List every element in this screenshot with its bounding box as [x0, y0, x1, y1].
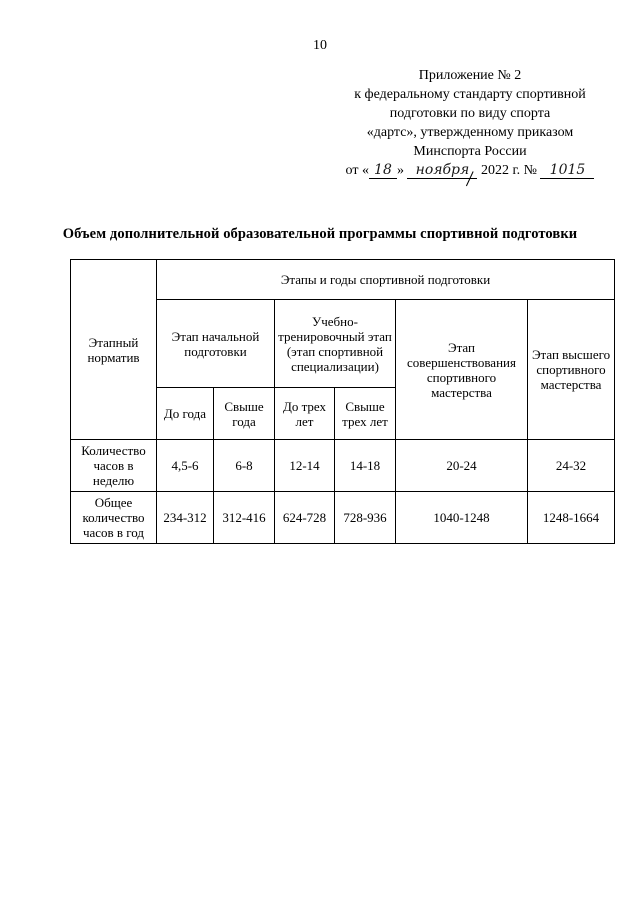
row-label: Количество часов в неделю [71, 440, 157, 492]
appendix-line-2: к федеральному стандарту спортивной [354, 87, 586, 102]
table-cell: 234-312 [157, 492, 214, 544]
table-cell: 1040-1248 [396, 492, 528, 544]
header-stage-improvement: Этап совершенствования спортивного мастерства [396, 300, 528, 440]
table-cell: 12-14 [275, 440, 335, 492]
subheader-training-over-3: Свыше трех лет [335, 388, 396, 440]
row-label: Общее количество часов в год [71, 492, 157, 544]
header-corner: Этапный норматив [71, 260, 157, 440]
table-row [71, 440, 615, 492]
table-cell: 1248-1664 [528, 492, 615, 544]
header-stage-highest: Этап высшего спортивного мастерства [528, 300, 615, 440]
date-mid: » [396, 163, 404, 178]
table-cell: 20-24 [396, 440, 528, 492]
table-cell: 4,5-6 [157, 440, 214, 492]
appendix-line-3: подготовки по виду спорта [389, 106, 551, 121]
appendix-line-5: Минспорта России [413, 144, 527, 159]
table-row [71, 492, 615, 544]
handwritten-month: ноября [407, 162, 477, 179]
appendix-line-1: Приложение № 2 [418, 68, 522, 83]
document-title: Объем дополнительной образовательной программы спортивной подготовки [62, 226, 578, 242]
date-year: 2022 г. № [480, 163, 537, 178]
appendix-block [330, 66, 610, 180]
handwritten-day: 18 [369, 162, 397, 179]
date-prefix: от « [345, 163, 369, 178]
table-cell: 6-8 [214, 440, 275, 492]
subheader-training-under-3: До трех лет [275, 388, 335, 440]
appendix-line-4: «дартс», утвержденному приказом [366, 125, 574, 140]
page-number: 10 [313, 38, 327, 53]
table-cell: 14-18 [335, 440, 396, 492]
header-group: Этапы и годы спортивной подготовки [157, 260, 615, 300]
header-stage-initial: Этап начальной подготовки [157, 300, 275, 388]
table-cell: 624-728 [275, 492, 335, 544]
handwritten-order-number: 1015 [540, 162, 594, 179]
table-cell: 312-416 [214, 492, 275, 544]
header-stage-training: Учебно-тренировочный этап (этап спортивной специализации) [275, 300, 396, 388]
subheader-initial-over-year: Свыше года [214, 388, 275, 440]
subheader-initial-under-year: До года [157, 388, 214, 440]
table-cell: 24-32 [528, 440, 615, 492]
table-cell: 728-936 [335, 492, 396, 544]
program-volume-table [70, 259, 615, 544]
